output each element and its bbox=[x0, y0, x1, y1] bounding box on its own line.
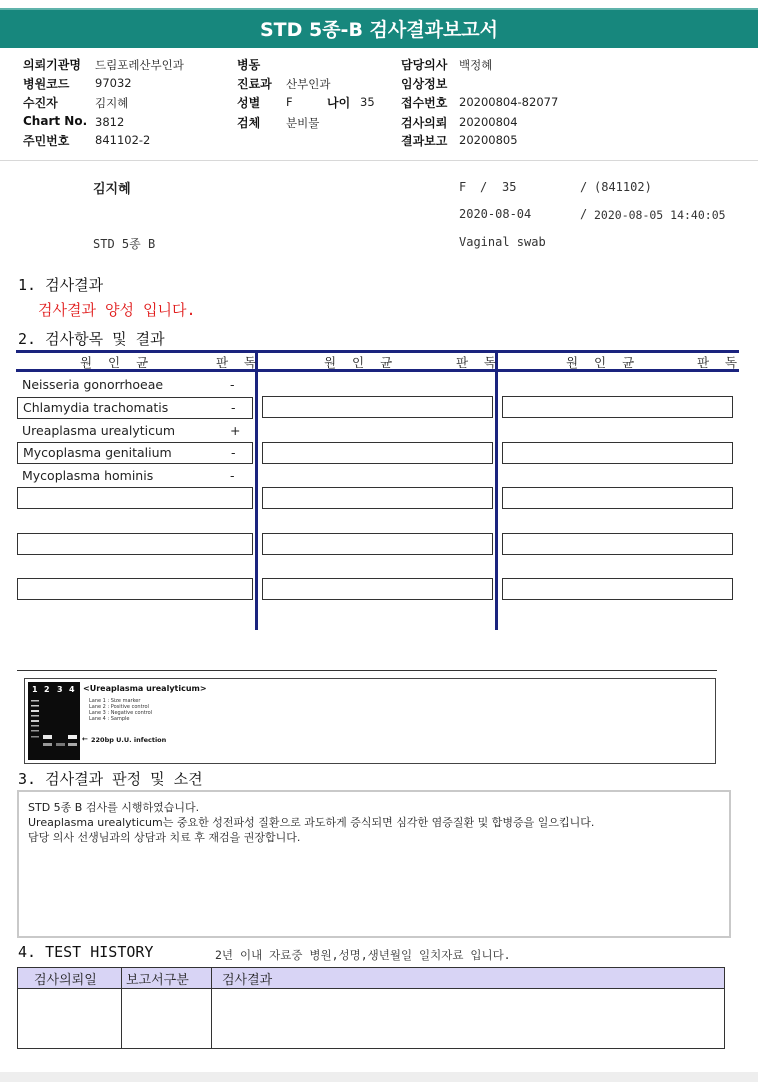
gel-lane-label: 3 bbox=[57, 685, 63, 694]
department-value: 산부인과 bbox=[286, 77, 331, 91]
report-header bbox=[0, 52, 758, 152]
table-row bbox=[17, 374, 253, 396]
col-header-judgment-1: 판 독 bbox=[216, 355, 263, 370]
resident-no-value: 841102-2 bbox=[95, 133, 151, 147]
section4-note: 2년 이내 자료중 병원,성명,생년월일 일치자료 입니다. bbox=[215, 948, 511, 962]
history-col-request-date: 검사의뢰일 bbox=[34, 973, 97, 988]
age-label: 나이 bbox=[327, 96, 351, 110]
pathogen-name: Mycoplasma hominis bbox=[22, 468, 154, 483]
column-divider-1 bbox=[255, 350, 258, 630]
pathogen-result-positive: + bbox=[230, 423, 241, 438]
summary-report-datetime: 2020-08-05 14:40:05 bbox=[594, 208, 726, 222]
sex-label: 성별 bbox=[237, 96, 261, 110]
sex-value: F bbox=[286, 95, 293, 109]
pathogen-name: Chlamydia trachomatis bbox=[23, 400, 169, 415]
page-footer-strip bbox=[0, 1072, 758, 1082]
col-header-judgment-2: 판 독 bbox=[456, 355, 503, 370]
chart-no-value: 3812 bbox=[95, 115, 125, 129]
report-date-label: 결과보고 bbox=[401, 134, 448, 148]
summary-age: 35 bbox=[502, 180, 517, 194]
pathogen-result: - bbox=[231, 400, 236, 415]
empty-row bbox=[502, 396, 733, 418]
empty-row bbox=[502, 487, 733, 509]
summary-sep-3: / bbox=[580, 207, 588, 221]
request-date-value: 20200804 bbox=[459, 115, 518, 129]
summary-birth: (841102) bbox=[594, 180, 652, 194]
clinical-label: 임상정보 bbox=[401, 77, 448, 91]
empty-row bbox=[502, 533, 733, 555]
table-row bbox=[17, 420, 253, 442]
pathogen-result: - bbox=[230, 377, 235, 392]
gel-legend-item: Lane 1 : Size marker bbox=[89, 698, 141, 704]
doctor-label: 담당의사 bbox=[401, 58, 448, 72]
table-row bbox=[17, 397, 253, 419]
summary-sep-1: / bbox=[480, 180, 488, 194]
col-header-pathogen-3: 원 인 균 bbox=[566, 355, 641, 370]
department-label: 진료과 bbox=[237, 77, 272, 91]
request-date-label: 검사의뢰 bbox=[401, 116, 448, 130]
summary-sex: F bbox=[459, 180, 467, 194]
empty-row bbox=[502, 442, 733, 464]
arrow-left-icon: ← bbox=[82, 735, 88, 743]
hospital-code-value: 97032 bbox=[95, 76, 132, 90]
column-divider-2 bbox=[495, 350, 498, 630]
gel-legend-item: Lane 2 : Positive control bbox=[89, 704, 149, 710]
receipt-no-label: 접수번호 bbox=[401, 96, 448, 110]
institution-label: 의뢰기관명 bbox=[23, 58, 81, 72]
section1-title: 1. 검사결과 bbox=[18, 276, 104, 294]
empty-row bbox=[17, 578, 253, 600]
gel-lane-label: 4 bbox=[69, 685, 75, 694]
gel-electrophoresis-image bbox=[28, 682, 80, 760]
chart-no-label: Chart No. bbox=[23, 114, 88, 128]
empty-row bbox=[17, 533, 253, 555]
gel-legend-item: Lane 4 : Sample bbox=[89, 716, 130, 722]
age-value: 35 bbox=[360, 95, 375, 109]
header-divider bbox=[0, 160, 758, 161]
opinion-line: 담당 의사 선생님과의 상담과 치료 후 재검을 권장합니다. bbox=[28, 831, 301, 844]
opinion-box bbox=[17, 790, 731, 938]
summary-specimen: Vaginal swab bbox=[459, 235, 546, 249]
gel-bands bbox=[28, 696, 80, 760]
resident-no-label: 주민번호 bbox=[23, 134, 70, 148]
section2-title: 2. 검사항목 및 결과 bbox=[18, 330, 165, 348]
pathogen-result: - bbox=[231, 445, 236, 460]
empty-row bbox=[17, 487, 253, 509]
empty-row bbox=[262, 442, 493, 464]
summary-test-name: STD 5종 B bbox=[93, 237, 156, 251]
empty-row bbox=[262, 578, 493, 600]
opinion-line: Ureaplasma urealyticum는 중요한 성전파성 질환으로 과도하게 증식되면 심각한 염증질환 및 합병증을 일으킵니다. bbox=[28, 816, 595, 829]
specimen-value: 분비물 bbox=[286, 116, 320, 130]
history-column-divider bbox=[121, 968, 122, 1048]
history-table bbox=[17, 967, 725, 1049]
section4-title: 4. TEST HISTORY bbox=[18, 943, 154, 961]
table-row bbox=[17, 442, 253, 464]
pathogen-name-positive: Ureaplasma urealyticum bbox=[22, 423, 176, 438]
opinion-line: STD 5종 B 검사를 시행하였습니다. bbox=[28, 801, 200, 814]
doctor-value: 백정혜 bbox=[459, 58, 493, 72]
patient-label: 수진자 bbox=[23, 96, 58, 110]
col-header-judgment-3: 판 독 bbox=[697, 355, 744, 370]
summary-sep-2: / bbox=[580, 180, 588, 194]
ward-label: 병동 bbox=[237, 58, 261, 72]
gel-lane-label: 2 bbox=[44, 685, 50, 694]
gel-title: <Ureaplasma urealyticum> bbox=[83, 684, 207, 693]
summary-name: 김지혜 bbox=[93, 182, 131, 197]
section3-title: 3. 검사결과 판정 및 소견 bbox=[18, 770, 203, 788]
gel-band-label: 220bp U.U. infection bbox=[91, 736, 167, 744]
pathogen-result: - bbox=[230, 468, 235, 483]
patient-value: 김지혜 bbox=[95, 96, 129, 110]
table-row bbox=[17, 465, 253, 487]
pathogen-name: Neisseria gonorrhoeae bbox=[22, 377, 164, 392]
receipt-no-value: 20200804-82077 bbox=[459, 95, 559, 109]
history-column-divider bbox=[211, 968, 212, 1048]
empty-row bbox=[262, 533, 493, 555]
history-col-report-type: 보고서구분 bbox=[126, 973, 189, 988]
report-title: STD 5종-B 검사결과보고서 bbox=[0, 8, 758, 48]
empty-row bbox=[262, 396, 493, 418]
col-header-pathogen-1: 원 인 균 bbox=[80, 355, 155, 370]
hospital-code-label: 병원코드 bbox=[23, 77, 70, 91]
specimen-label: 검체 bbox=[237, 116, 261, 130]
history-col-result: 검사결과 bbox=[222, 973, 273, 988]
col-header-pathogen-2: 원 인 균 bbox=[324, 355, 399, 370]
report-date-value: 20200805 bbox=[459, 133, 518, 147]
summary-request-date: 2020-08-04 bbox=[459, 207, 532, 221]
empty-row bbox=[502, 578, 733, 600]
section1-result: 검사결과 양성 입니다. bbox=[38, 301, 196, 319]
gel-legend-item: Lane 3 : Negative control bbox=[89, 710, 153, 716]
empty-row bbox=[262, 487, 493, 509]
results-table bbox=[0, 348, 758, 632]
institution-value: 드림포레산부인과 bbox=[95, 58, 184, 72]
history-table-header bbox=[18, 968, 724, 989]
pathogen-name: Mycoplasma genitalium bbox=[23, 445, 172, 460]
gel-image-panel bbox=[24, 678, 716, 764]
gel-lane-label: 1 bbox=[32, 685, 38, 694]
gel-divider bbox=[17, 670, 717, 671]
